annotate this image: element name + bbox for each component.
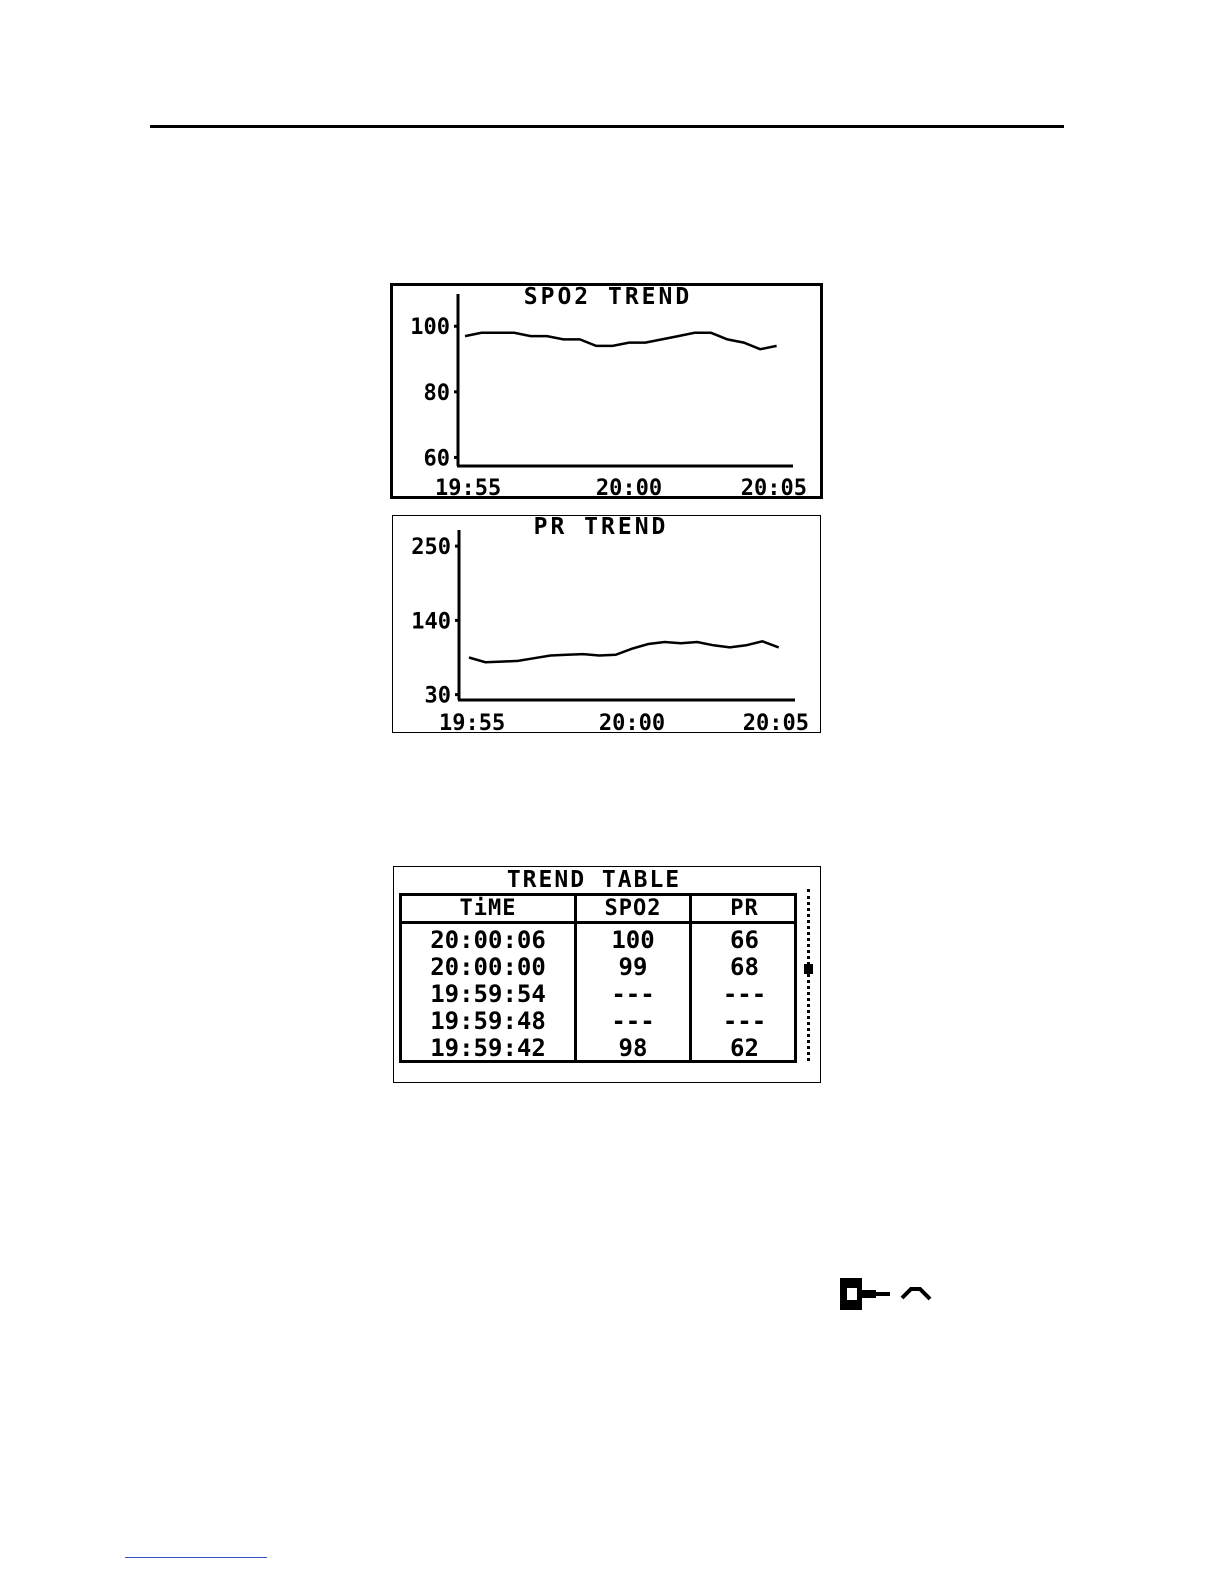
y-tick-label: 100 — [410, 315, 450, 341]
spo2-column — [574, 896, 689, 1060]
x-tick-label: 20:00 — [595, 476, 663, 496]
y-tick-label: 80 — [423, 380, 450, 406]
table-cell-spo2: 98 — [618, 1034, 648, 1062]
pr-trend-svg — [393, 516, 820, 732]
y-tick-label: 250 — [411, 535, 451, 561]
spo2-column-header: SPO2 — [577, 896, 689, 924]
x-tick-label: 19:55 — [439, 711, 506, 732]
table-cell-time: 19:59:42 — [430, 1034, 546, 1062]
trend-line — [469, 641, 779, 662]
x-tick-label: 20:00 — [598, 711, 666, 732]
table-scrollbar-thumb[interactable] — [804, 964, 813, 974]
table-cell-time: 19:59:48 — [430, 1007, 546, 1035]
table-cell-time: 19:59:54 — [430, 980, 546, 1008]
chart-title: PR TREND — [533, 516, 669, 540]
table-cell-pr: --- — [722, 1007, 767, 1035]
table-cell-spo2: 99 — [618, 953, 648, 981]
table-cell-spo2: --- — [611, 1007, 655, 1035]
footer-link-underline[interactable] — [125, 1557, 267, 1558]
pr-column — [689, 896, 797, 1060]
x-tick-label: 20:05 — [742, 711, 809, 732]
table-cell-spo2: 100 — [611, 926, 655, 954]
pr-trend-chart — [392, 515, 821, 733]
sensor-probe-icon — [838, 1276, 938, 1312]
y-tick-label: 140 — [411, 609, 451, 635]
y-tick-label: 60 — [423, 446, 450, 472]
trend-line — [465, 333, 777, 349]
time-column-header: TiME — [402, 896, 574, 924]
trend-table-title: TREND TABLE — [506, 867, 682, 893]
spo2-trend-svg — [393, 286, 820, 496]
pr-column-header: PR — [692, 896, 797, 924]
time-column — [402, 896, 574, 1060]
table-cell-pr: --- — [722, 980, 767, 1008]
header-rule — [150, 125, 1064, 128]
spo2-trend-chart — [390, 283, 823, 499]
table-cell-time: 20:00:00 — [430, 953, 546, 981]
table-cell-pr: 68 — [730, 953, 759, 981]
y-tick-label: 30 — [424, 683, 451, 709]
table-cell-pr: 66 — [730, 926, 759, 954]
trend-table — [399, 893, 797, 1063]
table-cell-time: 20:00:06 — [430, 926, 546, 954]
trend-table-panel — [393, 866, 821, 1083]
x-tick-label: 20:05 — [740, 476, 807, 496]
x-tick-label: 19:55 — [435, 476, 502, 496]
chart-title: SPO2 TREND — [523, 286, 693, 310]
table-cell-pr: 62 — [730, 1034, 759, 1062]
table-cell-spo2: --- — [611, 980, 655, 1008]
table-scrollbar[interactable] — [807, 889, 810, 1061]
